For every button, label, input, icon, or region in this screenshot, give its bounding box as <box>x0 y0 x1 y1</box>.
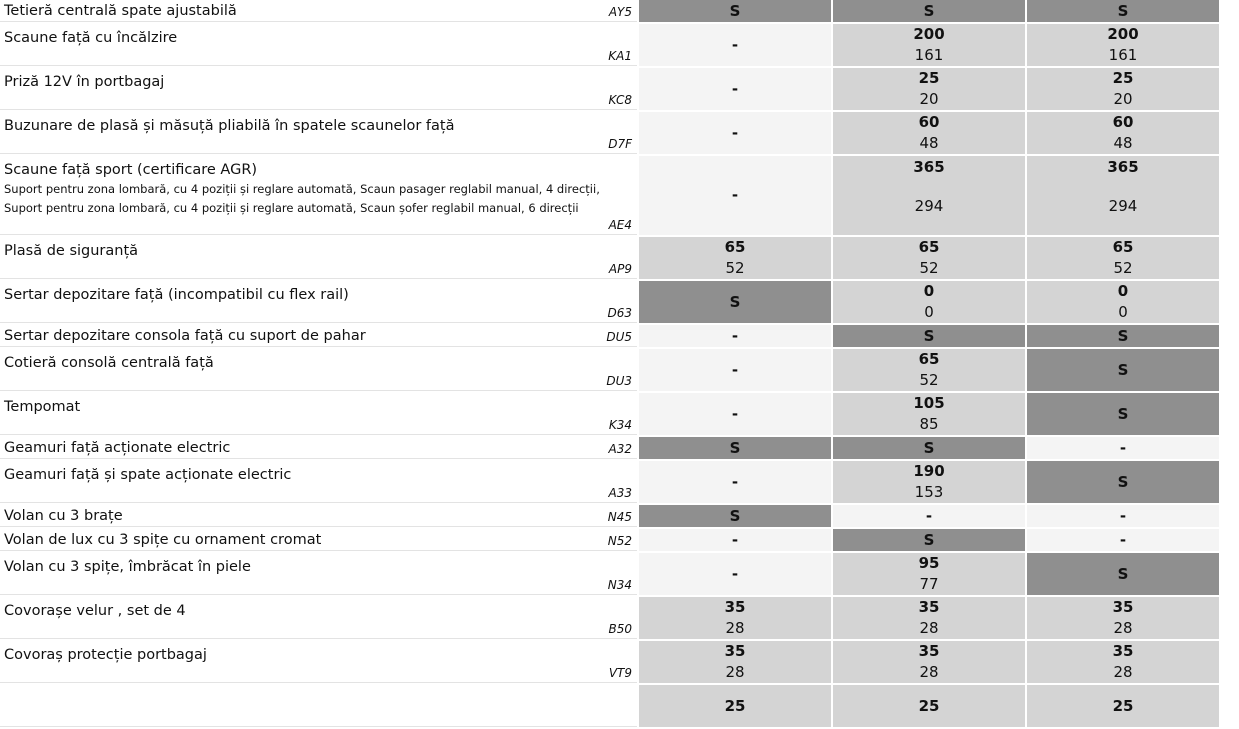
option-code: AY5 <box>608 5 632 19</box>
price-net: 28 <box>919 619 939 637</box>
option-code: D7F <box>608 137 632 151</box>
price-net: 0 <box>924 303 934 321</box>
price-net: 294 <box>1108 197 1138 215</box>
standard-cell <box>639 281 831 323</box>
standard-cell <box>639 505 831 527</box>
option-name: Tempomat <box>4 399 81 415</box>
option-row <box>0 24 1220 68</box>
price-cell <box>1027 641 1219 683</box>
price-net: 153 <box>914 483 944 501</box>
unavailable-mark: - <box>731 123 739 142</box>
price-net: 28 <box>919 663 939 681</box>
unavailable-cell <box>639 461 831 503</box>
price-cell <box>639 685 831 727</box>
standard-mark: S <box>923 530 935 549</box>
price-net: 161 <box>914 46 944 64</box>
unavailable-mark: - <box>731 404 739 423</box>
option-code: AP9 <box>608 262 632 276</box>
option-code: DU5 <box>606 330 632 344</box>
option-row <box>0 553 1220 597</box>
unavailable-cell <box>1027 437 1219 459</box>
price-gross: 35 <box>1112 642 1134 660</box>
price-cell <box>1027 685 1219 727</box>
option-description <box>0 0 637 22</box>
price-cell <box>639 641 831 683</box>
standard-mark: S <box>729 438 741 457</box>
unavailable-mark: - <box>731 472 739 491</box>
unavailable-cell <box>639 349 831 391</box>
price-gross: 25 <box>1112 696 1134 715</box>
price-gross: 0 <box>1117 282 1129 300</box>
price-gross: 60 <box>1112 113 1134 131</box>
price-gross: 35 <box>1112 598 1134 616</box>
option-row <box>0 112 1220 156</box>
price-gross: 105 <box>913 394 945 412</box>
unavailable-cell <box>1027 529 1219 551</box>
price-cell <box>639 597 831 639</box>
option-name: Volan cu 3 spițe, îmbrăcat în piele <box>4 559 251 575</box>
price-gross: 200 <box>1107 25 1139 43</box>
unavailable-cell <box>639 112 831 154</box>
price-net: 52 <box>919 259 939 277</box>
price-net: 48 <box>919 134 939 152</box>
option-name: Geamuri față și spate acționate electric <box>4 467 292 483</box>
price-net: 52 <box>1113 259 1133 277</box>
option-code: KA1 <box>608 49 632 63</box>
option-row <box>0 68 1220 112</box>
price-cell <box>833 24 1025 66</box>
price-gross: 25 <box>724 696 746 715</box>
option-description <box>0 237 637 279</box>
price-gross: 35 <box>724 642 746 660</box>
standard-mark: S <box>729 292 741 311</box>
price-gross: 25 <box>1112 69 1134 87</box>
price-gross: 60 <box>918 113 940 131</box>
option-description <box>0 597 637 639</box>
price-cell <box>833 68 1025 110</box>
unavailable-mark: - <box>925 506 933 525</box>
unavailable-cell <box>639 156 831 235</box>
price-net: 28 <box>725 663 745 681</box>
option-details: Suport pentru zona lombară, cu 4 poziții și reglare automată, Scaun pasager reglabil manual, 4 direcții, Suport pentru zona lombară, cu 4 poziții și reglare automată, Scaun șofer reglabil manual, 6 direcții <box>4 182 600 215</box>
price-cell <box>639 237 831 279</box>
option-row <box>0 156 1220 237</box>
price-net: 85 <box>919 415 939 433</box>
option-row <box>0 437 1220 461</box>
option-row <box>0 529 1220 553</box>
option-name: Scaune față cu încălzire <box>4 30 178 46</box>
price-net: 294 <box>914 197 944 215</box>
standard-cell <box>1027 393 1219 435</box>
option-code: D63 <box>607 306 632 320</box>
standard-cell <box>833 529 1025 551</box>
option-row <box>0 597 1220 641</box>
price-gross: 365 <box>913 158 945 176</box>
standard-mark: S <box>923 1 935 20</box>
price-cell <box>833 597 1025 639</box>
price-gross: 65 <box>1112 238 1134 256</box>
option-code: VT9 <box>608 666 632 680</box>
option-name: Scaune față sport (certificare AGR) <box>4 162 258 178</box>
unavailable-cell <box>639 325 831 347</box>
option-description <box>0 529 637 551</box>
price-cell <box>1027 597 1219 639</box>
unavailable-cell <box>639 529 831 551</box>
option-row <box>0 393 1220 437</box>
price-cell <box>833 237 1025 279</box>
price-net: 28 <box>725 619 745 637</box>
option-description <box>0 68 637 110</box>
option-row <box>0 641 1220 685</box>
price-gross: 95 <box>918 554 940 572</box>
price-cell <box>833 461 1025 503</box>
option-row <box>0 349 1220 393</box>
option-description <box>0 461 637 503</box>
option-code: B50 <box>608 622 632 636</box>
option-code: KC8 <box>608 93 632 107</box>
standard-cell <box>1027 0 1219 22</box>
price-gross: 65 <box>918 238 940 256</box>
option-row <box>0 461 1220 505</box>
option-description <box>0 349 637 391</box>
standard-cell <box>639 0 831 22</box>
price-gross: 25 <box>918 69 940 87</box>
standard-mark: S <box>729 1 741 20</box>
price-cell <box>833 156 1025 235</box>
price-cell <box>833 112 1025 154</box>
option-description <box>0 505 637 527</box>
option-row <box>0 325 1220 349</box>
option-description <box>0 437 637 459</box>
unavailable-cell <box>639 393 831 435</box>
option-name: Covoraș protecție portbagaj <box>4 647 207 663</box>
price-gross: 190 <box>913 462 945 480</box>
option-code: N34 <box>607 578 632 592</box>
option-name: Volan cu 3 brațe <box>4 508 123 524</box>
option-description <box>0 281 637 323</box>
price-net: 48 <box>1113 134 1133 152</box>
standard-mark: S <box>1117 360 1129 379</box>
unavailable-mark: - <box>1119 506 1127 525</box>
option-name: Buzunare de plasă și măsuță pliabilă în spatele scaunelor față <box>4 118 455 134</box>
price-gross: 35 <box>918 642 940 660</box>
option-row <box>0 237 1220 281</box>
option-row <box>0 281 1220 325</box>
price-net: 52 <box>725 259 745 277</box>
standard-cell <box>833 325 1025 347</box>
option-name: Priză 12V în portbagaj <box>4 74 165 90</box>
option-row <box>0 685 1220 729</box>
unavailable-mark: - <box>731 360 739 379</box>
standard-cell <box>1027 325 1219 347</box>
option-description <box>0 393 637 435</box>
option-row <box>0 0 1220 24</box>
option-name: Volan de lux cu 3 spițe cu ornament cromat <box>4 532 322 548</box>
standard-cell <box>833 437 1025 459</box>
price-gross: 25 <box>918 696 940 715</box>
price-cell <box>833 641 1025 683</box>
price-cell <box>1027 24 1219 66</box>
option-code: AE4 <box>608 218 632 232</box>
price-gross: 0 <box>923 282 935 300</box>
standard-mark: S <box>923 326 935 345</box>
option-description <box>0 325 637 347</box>
standard-mark: S <box>1117 326 1129 345</box>
option-row <box>0 505 1220 529</box>
price-gross: 65 <box>724 238 746 256</box>
price-gross: 65 <box>918 350 940 368</box>
price-net: 28 <box>1113 663 1133 681</box>
standard-cell <box>1027 349 1219 391</box>
price-net: 0 <box>1118 303 1128 321</box>
standard-mark: S <box>1117 404 1129 423</box>
standard-cell <box>1027 461 1219 503</box>
option-code: A33 <box>608 486 632 500</box>
price-gross: 35 <box>918 598 940 616</box>
option-code: N52 <box>607 534 632 548</box>
option-code: A32 <box>608 442 632 456</box>
standard-cell <box>1027 553 1219 595</box>
price-net: 20 <box>919 90 939 108</box>
unavailable-mark: - <box>731 79 739 98</box>
price-gross: 35 <box>724 598 746 616</box>
option-name: Tetieră centrală spate ajustabilă <box>4 3 237 19</box>
option-description <box>0 24 637 66</box>
standard-cell <box>833 0 1025 22</box>
standard-mark: S <box>1117 472 1129 491</box>
price-cell <box>1027 237 1219 279</box>
unavailable-cell <box>639 553 831 595</box>
standard-cell <box>639 437 831 459</box>
option-description <box>0 641 637 683</box>
option-name: Sertar depozitare consola față cu suport de pahar <box>4 328 366 344</box>
price-net: 28 <box>1113 619 1133 637</box>
unavailable-mark: - <box>731 35 739 54</box>
price-cell <box>1027 68 1219 110</box>
option-name: Plasă de siguranță <box>4 243 139 259</box>
unavailable-cell <box>639 68 831 110</box>
price-cell <box>833 553 1025 595</box>
price-net: 161 <box>1108 46 1138 64</box>
price-cell <box>833 393 1025 435</box>
standard-mark: S <box>1117 1 1129 20</box>
price-gross: 365 <box>1107 158 1139 176</box>
price-gross: 200 <box>913 25 945 43</box>
unavailable-mark: - <box>1119 438 1127 457</box>
option-description <box>0 685 637 727</box>
standard-mark: S <box>729 506 741 525</box>
option-code: DU3 <box>606 374 632 388</box>
price-net: 52 <box>919 371 939 389</box>
unavailable-mark: - <box>731 186 739 204</box>
unavailable-cell <box>1027 505 1219 527</box>
option-name: Cotieră consolă centrală față <box>4 355 214 371</box>
unavailable-mark: - <box>731 564 739 583</box>
price-cell <box>833 281 1025 323</box>
unavailable-cell <box>833 505 1025 527</box>
option-description <box>0 112 637 154</box>
unavailable-cell <box>639 24 831 66</box>
price-cell <box>833 685 1025 727</box>
standard-mark: S <box>1117 564 1129 583</box>
price-net: 20 <box>1113 90 1133 108</box>
option-code: K34 <box>608 418 632 432</box>
option-name: Sertar depozitare față (incompatibil cu flex rail) <box>4 287 349 303</box>
option-description <box>0 156 637 235</box>
price-cell <box>1027 281 1219 323</box>
option-name: Covorașe velur , set de 4 <box>4 603 186 619</box>
unavailable-mark: - <box>731 326 739 345</box>
price-cell <box>1027 156 1219 235</box>
standard-mark: S <box>923 438 935 457</box>
price-cell <box>833 349 1025 391</box>
price-net: 77 <box>919 575 939 593</box>
unavailable-mark: - <box>1119 530 1127 549</box>
price-cell <box>1027 112 1219 154</box>
unavailable-mark: - <box>731 530 739 549</box>
option-description <box>0 553 637 595</box>
option-code: N45 <box>607 510 632 524</box>
option-name: Geamuri față acționate electric <box>4 440 231 456</box>
